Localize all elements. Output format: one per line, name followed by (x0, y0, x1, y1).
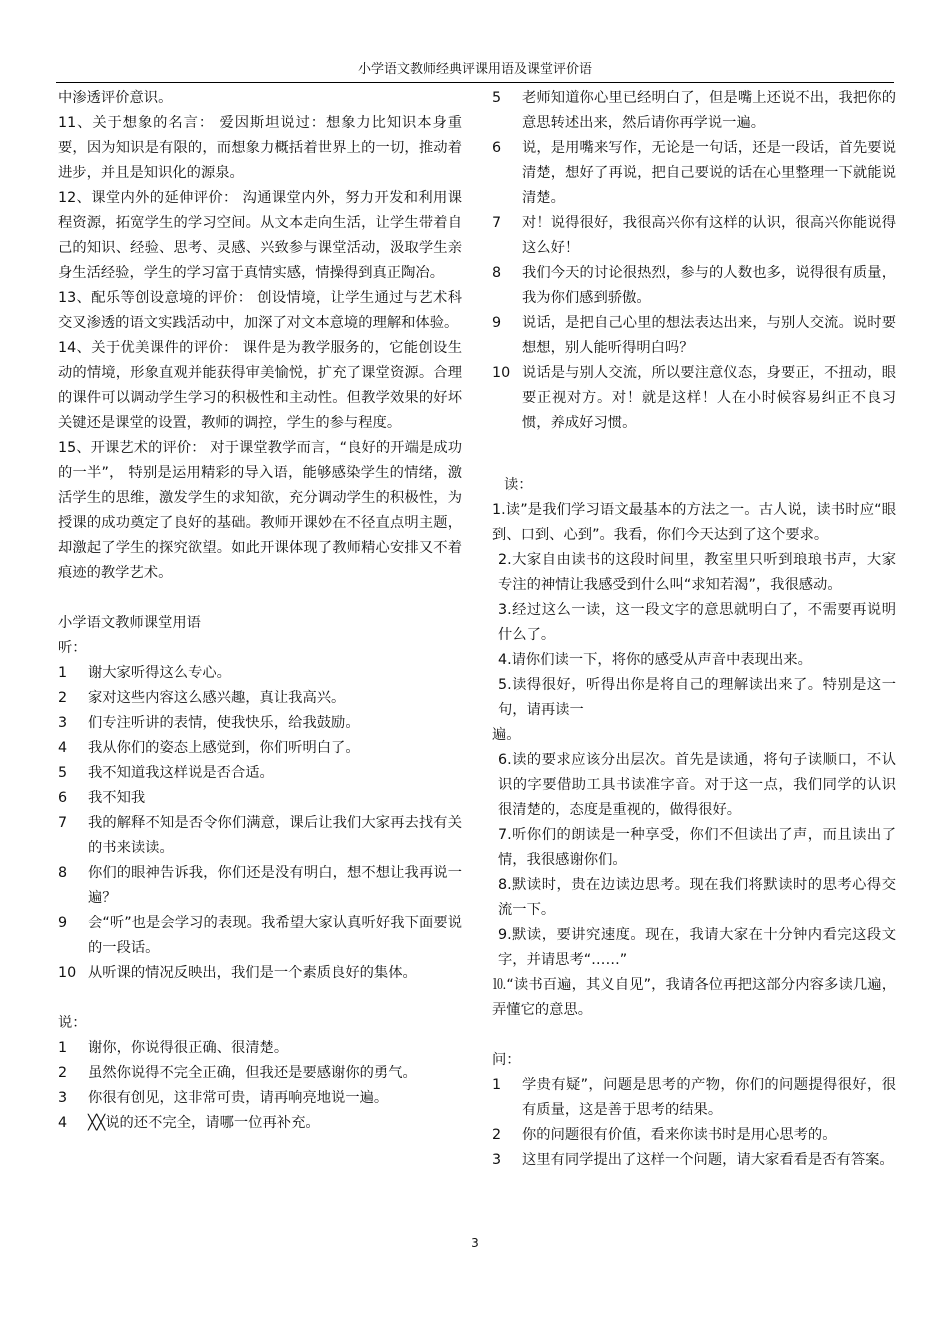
item-number: 4 (58, 1115, 68, 1131)
evaluation-item: 14、关于优美课件的评价： 课件是为教学服务的，它能创设生动的情境，形象直观并能获得审美愉悦，扩充了课堂资源。合理的课件可以调动学生学习的积极性和主动性。但教学效果的好坏关键还是课堂的设置，教师的调控，学生的参与程度。 (58, 340, 462, 431)
item-number: 7 (58, 815, 68, 831)
listen-item (58, 786, 462, 811)
item-text: ╳╳说的还不完全，请哪一位再补充。 (88, 1115, 320, 1131)
item-number: 2 (58, 690, 68, 706)
item-text: 从听课的情况反映出，我们是一个素质良好的集体。 (88, 965, 417, 981)
item-number: 5 (492, 90, 502, 106)
right-column (492, 86, 896, 1173)
read-item: 2.大家自由读书的这段时间里，教室里只听到琅琅书声，大家专注的神情让我感受到什么叫“求知若渴”，我很感动。 (498, 552, 896, 593)
item-number: 6 (492, 140, 502, 156)
ask-item (492, 1148, 896, 1173)
item-number: 7 (492, 215, 502, 231)
speak-item (492, 361, 896, 436)
read-item-continued: 遍。 (492, 727, 521, 743)
section-title: 小学语文教师课堂用语 (58, 615, 201, 631)
speak-item (492, 211, 896, 261)
read-item: 6.读的要求应该分出层次。首先是读通，将句子读顺口，不认识的字要借助工具书读准字音。对于这一点，我们同学的认识很清楚的，态度是重视的，做得很好。 (498, 752, 896, 818)
item-text: 会“听”也是会学习的表现。我希望大家认真听好我下面要说的一段话。 (88, 915, 462, 956)
item-number: 1 (58, 1040, 68, 1056)
read-item: 1.读”是我们学习语文最基本的方法之一。古人说，读书时应“眼到、口到、心到”。我看，你们今天达到了这个要求。 (492, 502, 896, 543)
read-item: 3.经过这么一读，这一段文字的意思就明白了，不需要再说明什么了。 (498, 602, 896, 643)
listen-item (58, 711, 462, 736)
listen-heading: 听： (58, 640, 87, 656)
speak-item (58, 1111, 462, 1136)
item-number: 3 (492, 1152, 502, 1168)
evaluation-item: 12、课堂内外的延伸评价： 沟通课堂内外，努力开发和利用课程资源，拓宽学生的学习空间。从文本走向生活，让学生带着自己的知识、经验、思考、灵感、兴致参与课堂活动，汲取学生亲身生活经验，学生的学习富于真情实感，情操得到真正陶冶。 (58, 190, 462, 281)
item-text: 家对这些内容这么感兴趣，真让我高兴。 (88, 690, 346, 706)
item-text: 这里有同学提出了这样一个问题，请大家看看是否有答案。 (522, 1152, 894, 1168)
item-number: 9 (58, 915, 68, 931)
read-item: 8.默读时，贵在边读边思考。现在我们将默读时的思考心得交流一下。 (498, 877, 896, 918)
item-text: 你很有创见，这非常可贵，请再响亮地说一遍。 (88, 1090, 389, 1106)
item-text: 对！说得很好，我很高兴你有这样的认识，很高兴你能说得这么好！ (522, 215, 896, 256)
evaluation-item: 13、配乐等创设意境的评价： 创设情境，让学生通过与艺术科交叉渗透的语文实践活动中，加深了对文本意境的理解和体验。 (58, 290, 462, 331)
speak-item (492, 136, 896, 211)
page-number: 3 (471, 1236, 479, 1250)
ask-item (492, 1073, 896, 1123)
item-text: 谢你，你说得很正确、很清楚。 (88, 1040, 289, 1056)
item-text: 说话是与别人交流，所以要注意仪态，身要正，不扭动，眼要正视对方。对！就是这样！人在小时候容易纠正不良习惯，养成好习惯。 (522, 365, 896, 431)
item-text: 谢大家听得这么专心。 (88, 665, 231, 681)
listen-item (58, 861, 462, 911)
speak-heading: 说： (58, 1015, 87, 1031)
item-text: 们专注听讲的表情，使我快乐，给我鼓励。 (88, 715, 360, 731)
read-item: 9.默读，要讲究速度。现在，我请大家在十分钟内看完这段文字，并请思考“……” (498, 927, 896, 968)
read-heading: 读： (504, 477, 533, 493)
evaluation-item: 11、关于想象的名言： 爱因斯坦说过：想象力比知识本身重要，因为知识是有限的，而想象力概括着世界上的一切，推动着进步，并且是知识化的源泉。 (58, 115, 462, 181)
evaluation-item: 15、开课艺术的评价： 对于课堂教学而言，“良好的开端是成功的一半”， 特别是运用精彩的导入语，能够感染学生的情绪，激活学生的思维，激发学生的求知欲，充分调动学生的积极性，为授课的成功奠定了良好的基础。教师开课妙在不径直点明主题，却激起了学生的探究欲望。如此开课体现了教师精心安排又不着痕迹的教学艺术。 (58, 440, 462, 581)
item-text: 老师知道你心里已经明白了，但是嘴上还说不出，我把你的意思转述出来，然后请你再学说一遍。 (522, 90, 896, 131)
speak-item (58, 1061, 462, 1086)
item-text: 我不知道我这样说是否合适。 (88, 765, 274, 781)
speak-item (58, 1086, 462, 1111)
item-text: 说话，是把自己心里的想法表达出来，与别人交流。说时要想想，别人能听得明白吗？ (522, 315, 896, 356)
listen-item (58, 961, 462, 986)
speak-item (58, 1036, 462, 1061)
read-item: 4.请你们读一下，将你的感受从声音中表现出来。 (498, 652, 812, 668)
item-number: 8 (492, 265, 502, 281)
item-number: 3 (58, 715, 68, 731)
item-number: 5 (58, 765, 68, 781)
item-number: 8 (58, 865, 68, 881)
item-text: 说，是用嘴来写作，无论是一句话，还是一段话，首先要说清楚，想好了再说，把自己要说的话在心里整理一下就能说清楚。 (522, 140, 896, 206)
item-number: 2 (492, 1127, 502, 1143)
listen-item (58, 736, 462, 761)
read-item: 5.读得很好，听得出你是将自己的理解读出来了。特别是这一句，请再读一 (498, 677, 896, 718)
item-text: 学贵有疑”，问题是思考的产物，你们的问题提得很好，很有质量，这是善于思考的结果。 (522, 1077, 896, 1118)
ask-heading: 问： (492, 1052, 521, 1068)
item-text: 我不知我 (88, 790, 146, 806)
speak-item (492, 311, 896, 361)
read-item: ⒑“读书百遍，其义自见”，我请各位再把这部分内容多读几遍，弄懂它的意思。 (492, 977, 896, 1018)
listen-item (58, 686, 462, 711)
listen-item (58, 811, 462, 861)
speak-item (492, 86, 896, 136)
item-number: 2 (58, 1065, 68, 1081)
item-number: 10 (492, 365, 511, 381)
item-text: 我从你们的姿态上感觉到，你们听明白了。 (88, 740, 360, 756)
lead-text: 中渗透评价意识。 (58, 90, 173, 106)
listen-item (58, 911, 462, 961)
item-number: 3 (58, 1090, 68, 1106)
listen-item (58, 661, 462, 686)
ask-item (492, 1123, 896, 1148)
item-text: 你们的眼神告诉我，你们还是没有明白，想不想让我再说一遍？ (88, 865, 462, 906)
item-text: 虽然你说得不完全正确，但我还是要感谢你的勇气。 (88, 1065, 417, 1081)
item-number: 1 (58, 665, 68, 681)
item-number: 10 (58, 965, 77, 981)
item-number: 9 (492, 315, 502, 331)
item-text: 我的解释不知是否令你们满意，课后让我们大家再去找有关的书来读读。 (88, 815, 462, 856)
page-header: 小学语文教师经典评课用语及课堂评价语 (357, 62, 592, 77)
item-number: 1 (492, 1077, 502, 1093)
header-rule (56, 82, 894, 83)
item-number: 4 (58, 740, 68, 756)
speak-item (492, 261, 896, 311)
item-number: 6 (58, 790, 68, 806)
left-column (58, 86, 462, 1136)
item-text: 我们今天的讨论很热烈，参与的人数也多，说得很有质量，我为你们感到骄傲。 (522, 265, 896, 306)
read-item: 7.听你们的朗读是一种享受，你们不但读出了声，而且读出了情，我很感谢你们。 (498, 827, 896, 868)
item-text: 你的问题很有价值，看来你读书时是用心思考的。 (522, 1127, 837, 1143)
listen-item (58, 761, 462, 786)
